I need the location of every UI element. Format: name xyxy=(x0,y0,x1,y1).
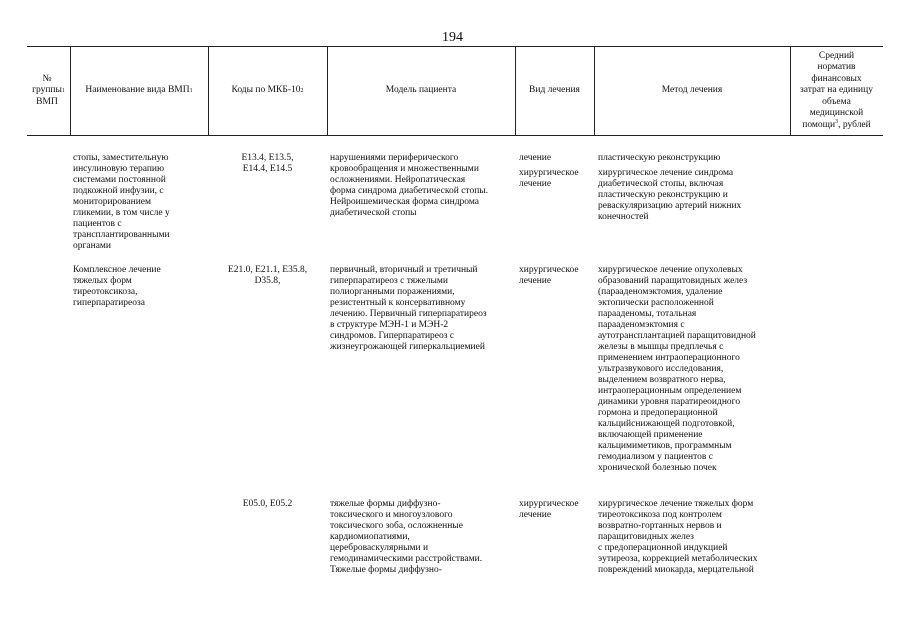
header-group-number: № группы ВМП 1 xyxy=(32,73,65,107)
row3-mkb-codes: E05.0, E05.2 xyxy=(242,499,293,509)
row1-vmp-name: стопы, заместительную инсулиновую терапию системами постоянной подкожной инфузии, с мониторированием гликемии, в том числе у пациентов с трансплантированными органами xyxy=(73,153,170,251)
row1-mkb-codes: E13.4, E13.5, E14.4, E14.5 xyxy=(241,153,294,174)
row2-treatment-type: хирургическое лечение xyxy=(519,265,579,286)
header-cost-norm: Средний норматив финансовых затрат на единицу объема медицинской помощи$^3$, рублей xyxy=(800,50,873,130)
header-treatment-type: Вид лечения xyxy=(529,85,580,96)
table-header xyxy=(27,46,883,136)
row1-method-2: хирургическое лечение синдрома диабетической стопы, включая пластическую реконструкцию и реваскуляризацию артерий нижних конечностей xyxy=(598,168,742,222)
row1-method-1: пластическую реконструкцию xyxy=(598,153,721,163)
page-number: 194 xyxy=(442,30,463,45)
row2-method: хирургическое лечение опухолевых образований паращитовидных желез (парааденомэктомия, удаление эктопически расположенной парааденомы, тотальная парааденомэктомия с аутотрансплантацией паращитовидной железы в мышцы предплечья с применением интраоперационного ультразвукового исследования, выделением возвратного нерва, интраоперационным определением динамики уровня паратиреоидного гормона и предоперационной кальцийснижающей подготовкой, включающей применение кальцимиметиков, программным гемодиализом у пациентов с хронической болезнью почек xyxy=(598,265,756,473)
row1-treatment-type-1: лечение xyxy=(519,153,552,163)
row3-method: хирургическое лечение тяжелых форм тиреотоксикоза под контролем возвратно-гортанных нервов и паращитовидных желез с предоперационной индукцией эутиреоза, коррекцией метаболических повреждений миокарда, мерцательной xyxy=(598,499,758,575)
header-vmp-name: Наименование вида ВМП 1 xyxy=(85,85,193,96)
vmp-table xyxy=(27,46,883,575)
header-treatment-method: Метод лечения xyxy=(661,85,723,96)
row3-treatment-type: хирургическое лечение xyxy=(519,499,579,520)
header-patient-model: Модель пациента xyxy=(385,85,457,96)
row1-treatment-type-2: хирургическое лечение xyxy=(519,168,579,189)
row2-patient-model: первичный, вторичный и третичный гиперпаратиреоз с тяжелыми полиорганными поражениями, резистентный к консервативному лечению. Первичный гиперпаратиреоз в структуре МЭН-1 и МЭН-2 синдромов. Гиперпаратиреоз с жизнеугрожающей гиперкальциемией xyxy=(330,265,487,352)
row2-mkb-codes: E21.0, E21.1, E35.8, D35.8, xyxy=(227,265,308,286)
row2-vmp-name: Комплексное лечение тяжелых форм тиреотоксикоза, гиперпаратиреоза xyxy=(73,265,161,308)
header-mkb-codes: Коды по МКБ-10 2 xyxy=(231,85,304,96)
row1-patient-model: нарушениями периферического кровообращения и множественными осложнениями. Нейропатическая форма синдрома диабетической стопы. Нейроишемическая форма синдрома диабетической стопы xyxy=(330,153,489,218)
row3-patient-model: тяжелые формы диффузно- токсического и многоузлового токсического зоба, осложненные кардиомиопатиями, цереброваскулярными и гемодинамическими расстройствами. Тяжелые формы диффузно- xyxy=(330,499,483,575)
